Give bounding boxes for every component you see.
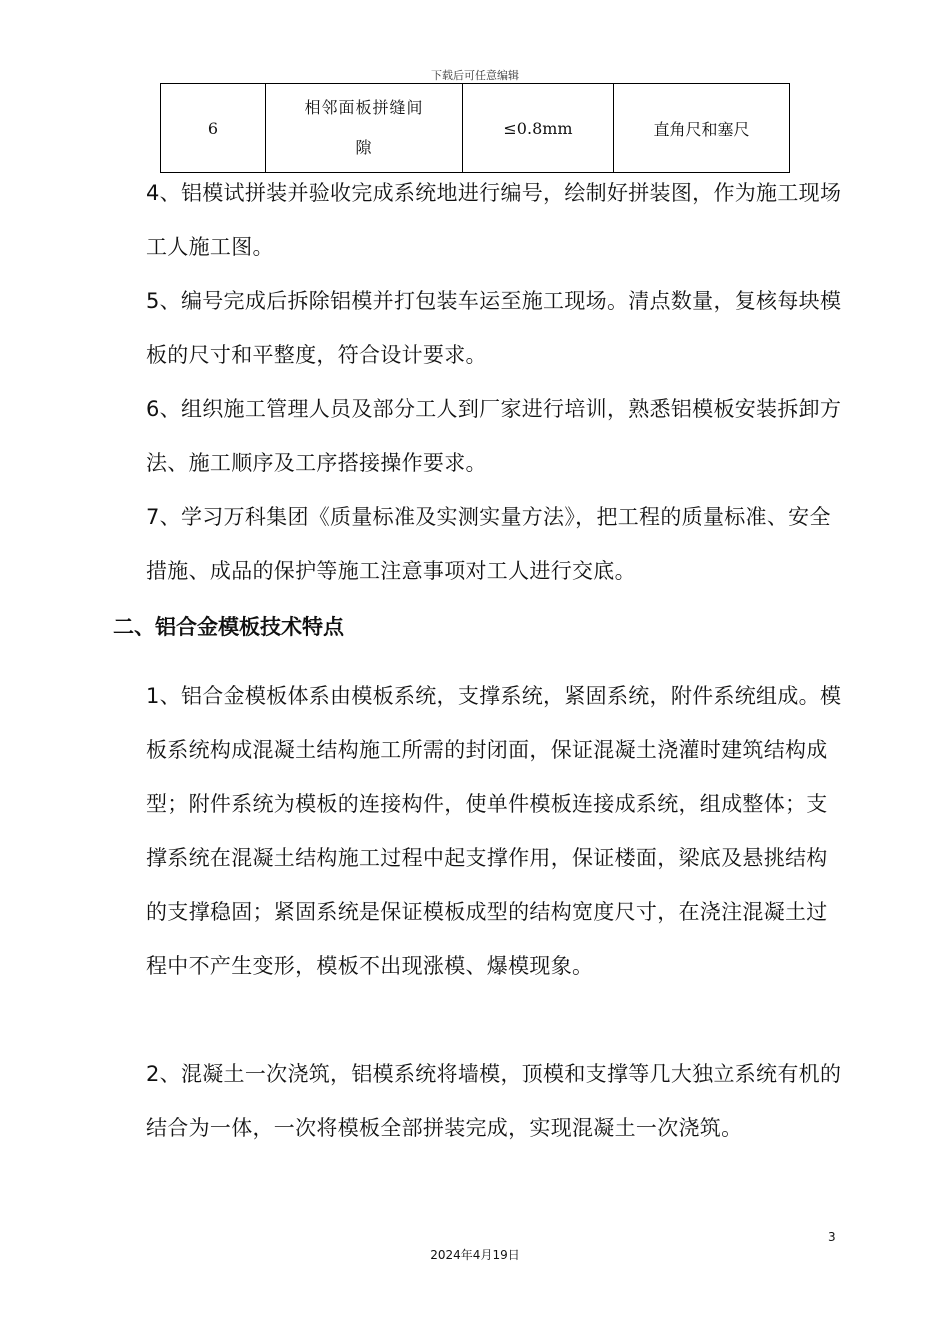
page-header: 下载后可任意编辑 (431, 69, 519, 82)
paragraph-feature-1: 1、铝合金模板体系由模板系统，支撑系统，紧固系统，附件系统组成。模板系统构成混凝土结构施工所需的封闭面，保证混凝土浇灌时建筑结构成型；附件系统为模板的连接构件，使单件模板连接成系统，组成整体；支撑系统在混凝土结构施工过程中起支撑作用，保证楼面，梁底及悬挑结构的支撑稳固；紧固系统是保证模板成型的结构宽度尺寸，在浇注混凝土过程中不产生变形，模板不出现涨模、爆模现象。 (146, 684, 842, 978)
paragraph-5: 5、编号完成后拆除铝模并打包装车运至施工现场。清点数量，复核每块模板的尺寸和平整度，符合设计要求。 (146, 289, 842, 367)
row-number: 6 (161, 84, 266, 173)
paragraph-7: 7、学习万科集团《质量标准及实测实量方法》，把工程的质量标准、安全措施、成品的保护等施工注意事项对工人进行交底。 (146, 505, 831, 583)
section-heading: 二、铝合金模板技术特点 (113, 615, 344, 639)
row-tolerance: ≤0.8mm (463, 84, 614, 173)
page-number: 3 (828, 1230, 836, 1244)
table-row (161, 84, 790, 173)
row-item (266, 84, 463, 173)
paragraph-feature-2: 2、混凝土一次浇筑，铝模系统将墙模，顶模和支撑等几大独立系统有机的结合为一体，一次将模板全部拼装完成，实现混凝土一次浇筑。 (146, 1062, 842, 1140)
paragraph-6: 6、组织施工管理人员及部分工人到厂家进行培训，熟悉铝模板安装拆卸方法、施工顺序及工序搭接操作要求。 (146, 397, 842, 475)
footer-date: 2024年4月19日 (430, 1248, 520, 1262)
row-tool: 直角尺和塞尺 (614, 84, 790, 173)
spec-table (160, 83, 790, 173)
row-item-line1: 相邻面板拼缝间 (304, 98, 424, 117)
paragraph-4: 4、铝模试拼装并验收完成系统地进行编号，绘制好拼装图，作为施工现场工人施工图。 (146, 181, 842, 259)
row-item-line2: 隙 (355, 138, 373, 157)
